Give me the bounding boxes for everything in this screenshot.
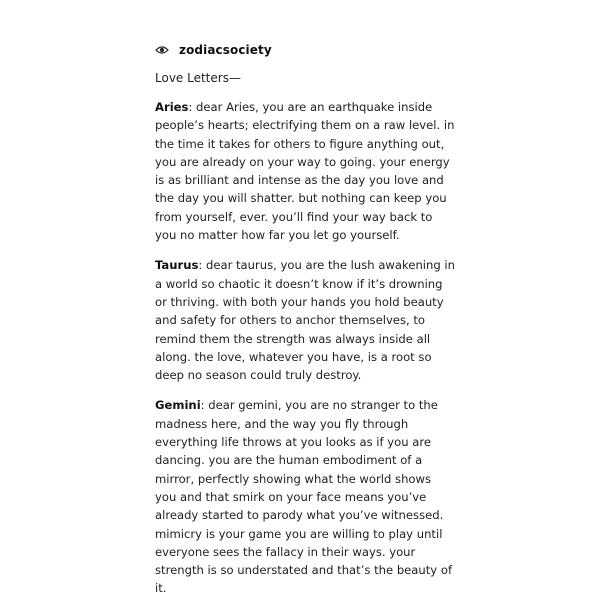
aries-text: : dear Aries, you are an earthquake inside people’s hearts; electrifying them on a raw level. in the time it takes for others to figure anything out, you are already on your way to going. your energy is as brilliant and intense as the day you love and the day you will shatter. but nothing can keep you from yourself, ever. you’ll find your way back to you no matter how far you let go yourself. bbox=[155, 100, 455, 243]
post-title: Love Letters— bbox=[155, 71, 241, 85]
gemini-paragraph bbox=[155, 396, 455, 597]
username-link[interactable]: zodiacsociety bbox=[179, 43, 272, 57]
sign-label-aries: Aries bbox=[155, 100, 189, 114]
post-header bbox=[155, 40, 455, 60]
sign-label-gemini: Gemini bbox=[155, 398, 201, 413]
taurus-paragraph bbox=[155, 256, 455, 384]
aries-paragraph bbox=[155, 98, 455, 244]
post-card bbox=[155, 40, 455, 610]
eye-icon[interactable] bbox=[155, 43, 169, 57]
taurus-text: : dear taurus, you are the lush awakening in a world so chaotic it doesn’t know if it’s drowning or thriving. with both your hands you hold beauty and safety for others to anchor themselves, to remind them the strength was always inside all along. the love, whatever you have, is a root so deep no season could truly destroy. bbox=[155, 258, 455, 383]
gemini-text: : dear gemini, you are no stranger to the madness here, and the way you fly through everything life throws at you looks as if you are dancing. you are the human embodiment of a mirror, perfectly showing what the world shows you and that smirk on your face means you’ve already started to parody what you’ve witnessed. mimicry is your game you are willing to play until everyone sees the fallacy in their ways. your strength is so understated and that’s the beauty of it. bbox=[155, 398, 453, 596]
sign-label-taurus: Taurus bbox=[155, 258, 199, 273]
